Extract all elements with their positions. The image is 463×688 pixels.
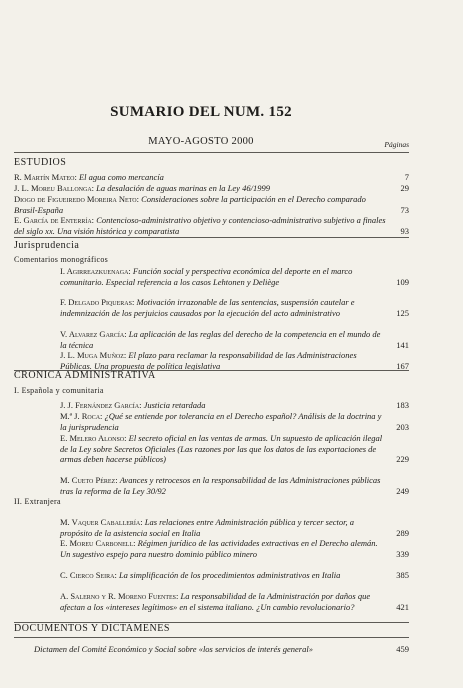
toc-entry[interactable]: I. Agirreazkuenaga: Función social y perspectiva económica del deporte en el marco comunitario. Especial referencia a los casos Lehtonen y Deliège 109	[60, 266, 409, 287]
toc-entry[interactable]: Diogo de Figueiredo Moreira Neto: Consideraciones sobre la participación en el Derecho comparado Brasil-España 73	[14, 194, 409, 215]
page-title: SUMARIO DEL NUM. 152	[110, 104, 292, 120]
divider	[14, 637, 409, 638]
toc-entry[interactable]: M. Cueto Pérez: Avances y retrocesos en la responsabilidad de las Administraciones públicas tras la reforma de la Ley 30/92 249	[60, 475, 409, 496]
toc-entry[interactable]: Dictamen del Comité Económico y Social sobre «los servicios de interés general» 459	[34, 644, 409, 654]
toc-entry[interactable]: E. Melero Alonso: El secreto oficial en las ventas de armas. Un supuesto de aplicación ilegal de la Ley sobre Secretos Oficiales (Las razones por las que los datos de las exportaciones de armas deben hacerse públicos) 229	[60, 433, 409, 465]
toc-entry[interactable]: J. J. Fernández García: Justicia retardada 183	[60, 400, 409, 410]
subsection-heading: II. Extranjera	[14, 497, 61, 506]
toc-entry[interactable]: C. Cierco Seira: La simplificación de los procedimientos administrativos en Italia 385	[60, 570, 409, 580]
toc-entry[interactable]: F. Delgado Piqueras: Motivación irrazonable de las sentencias, suspensión cautelar e indemnización de los perjuicios causados por la ejecución del acto administrativo 125	[60, 297, 409, 318]
divider	[14, 237, 409, 238]
subsection-heading: I. Española y comunitaria	[14, 386, 104, 395]
toc-entry[interactable]: J. L. Moreu Ballonga: La desalación de aguas marinas en la Ley 46/1999 29	[14, 183, 409, 193]
section-heading: CRONICA ADMINISTRATIVA	[14, 370, 156, 381]
issue-date: MAYO-AGOSTO 2000	[148, 136, 254, 147]
toc-entry[interactable]: A. Salerno y R. Moreno Fuentes: La responsabilidad de la Administración por daños que afectan a los «intereses legítimos» en el sistema italiano. ¿Un cambio revolucionario? 421	[60, 591, 409, 612]
toc-entry[interactable]: E. García de Enterría: Contencioso-administrativo objetivo y contencioso-administrativo subjetivo a finales del siglo xx. Una visión histórica y comparatista 93	[14, 215, 409, 236]
toc-entry[interactable]: M. Vaquer Caballería: Las relaciones entre Administración pública y tercer sector, a propósito de la asistencia social en Italia 289	[60, 517, 409, 538]
toc-entry[interactable]: E. Moreu Carbonell: Régimen jurídico de las actividades extractivas en el Derecho alemán. Un sugestivo espejo para nuestro dominio público minero 339	[60, 538, 409, 559]
toc-entry[interactable]: V. Alvarez García: La aplicación de las reglas del derecho de la competencia en el mundo de la técnica 141	[60, 329, 409, 350]
divider	[14, 152, 409, 153]
toc-entry[interactable]: M.ª J. Roca: ¿Qué se entiende por tolerancia en el Derecho español? Análisis de la doctrina y la jurisprudencia 203	[60, 411, 409, 432]
section-heading: Jurisprudencia	[14, 240, 80, 251]
toc-entry[interactable]: J. L. Muga Muñoz: El plazo para reclamar la responsabilidad de las Administraciones Públicas. Una propuesta de política legislativa 167	[60, 350, 409, 371]
pages-column-header: Páginas	[384, 140, 409, 149]
toc-entry[interactable]: R. Martín Mateo: El agua como mercancía 7	[14, 172, 409, 182]
subsection-heading: Comentarios monográficos	[14, 255, 109, 264]
section-heading: DOCUMENTOS Y DICTAMENES	[14, 623, 170, 634]
section-heading: ESTUDIOS	[14, 157, 67, 168]
